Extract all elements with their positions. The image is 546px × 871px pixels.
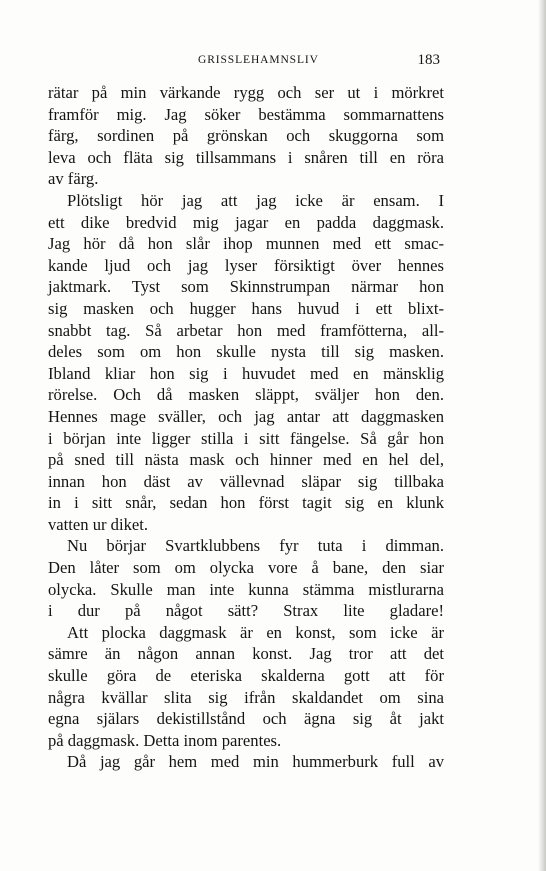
text-line: olycka. Skulle man inte kunna stämma mistlurarna — [48, 579, 444, 599]
text-line: rätar på min värkande rygg och ser ut i mörkret — [48, 83, 444, 102]
text-line: rörelse. Och då masken släppt, sväljer hon den. — [48, 385, 444, 405]
text-line: färg, sordinen på grönskan och skuggorna som — [48, 126, 444, 146]
text-line: kande ljud och jag lyser försiktigt över hennes — [48, 255, 444, 275]
page-edge-shadow — [538, 0, 546, 871]
text-line: några kvällar slita sig ifrån skaldandet om sina — [48, 687, 444, 707]
text-line: egna själars dekistillstånd och ägna sig åt jakt — [48, 709, 444, 729]
text-line: på daggmask. Detta inom parentes. — [48, 730, 282, 750]
text-line: leva och fläta sig tillsammans i snåren till en röra — [48, 147, 444, 167]
text-line: innan hon däst av vällevnad släpar sig tillbaka — [48, 471, 444, 491]
page-number: 183 — [417, 52, 440, 68]
running-title: GRISSLEHAMNSLIV — [198, 54, 319, 66]
paragraph-start-line: Att plocka daggmask är en konst, som icke är — [67, 622, 444, 642]
text-line: framför mig. Jag söker bestämma sommarnattens — [48, 104, 444, 124]
running-head — [48, 52, 444, 72]
text-line: i början inte ligger stilla i sitt fängelse. Så går hon — [48, 428, 444, 448]
text-line: vatten ur diket. — [48, 514, 148, 534]
text-line: in i sitt snår, sedan hon först tagit sig en klunk — [48, 493, 444, 513]
body-text — [48, 82, 444, 773]
text-line: Ibland kliar hon sig i huvudet med en mänsklig — [48, 363, 444, 383]
text-line: snabbt tag. Så arbetar hon med framfötterna, all- — [48, 320, 444, 340]
text-line: skulle göra de eteriska skalderna gott att för — [48, 666, 444, 686]
paragraph-start-line: Nu börjar Svartklubbens fyr tuta i dimman. — [67, 536, 444, 556]
text-line: ett dike bredvid mig jagar en padda daggmask. — [48, 212, 444, 232]
text-line: av färg. — [48, 169, 99, 189]
text-line: Den låter som om olycka vore å bane, den siar — [48, 558, 444, 578]
paragraph-start-line: Plötsligt hör jag att jag icke är ensam. I — [67, 190, 444, 210]
text-line: på sned till nästa mask och hinner med en hel del, — [48, 450, 444, 470]
text-line: sämre än någon annan konst. Jag tror att det — [48, 644, 444, 664]
paragraph-start-line: Då jag går hem med min hummerburk full av — [67, 752, 444, 772]
text-line: Jag hör då hon slår ihop munnen med ett smac- — [48, 234, 444, 254]
text-line: sig masken och hugger hans huvud i ett blixt- — [48, 298, 444, 318]
text-line: Hennes mage sväller, och jag antar att daggmasken — [48, 406, 444, 426]
text-line: deles som om hon skulle nysta till sig masken. — [48, 342, 444, 362]
text-line: jaktmark. Tyst som Skinnstrumpan närmar hon — [48, 277, 444, 297]
text-line: i dur på något sätt? Strax lite gladare! — [48, 601, 444, 621]
